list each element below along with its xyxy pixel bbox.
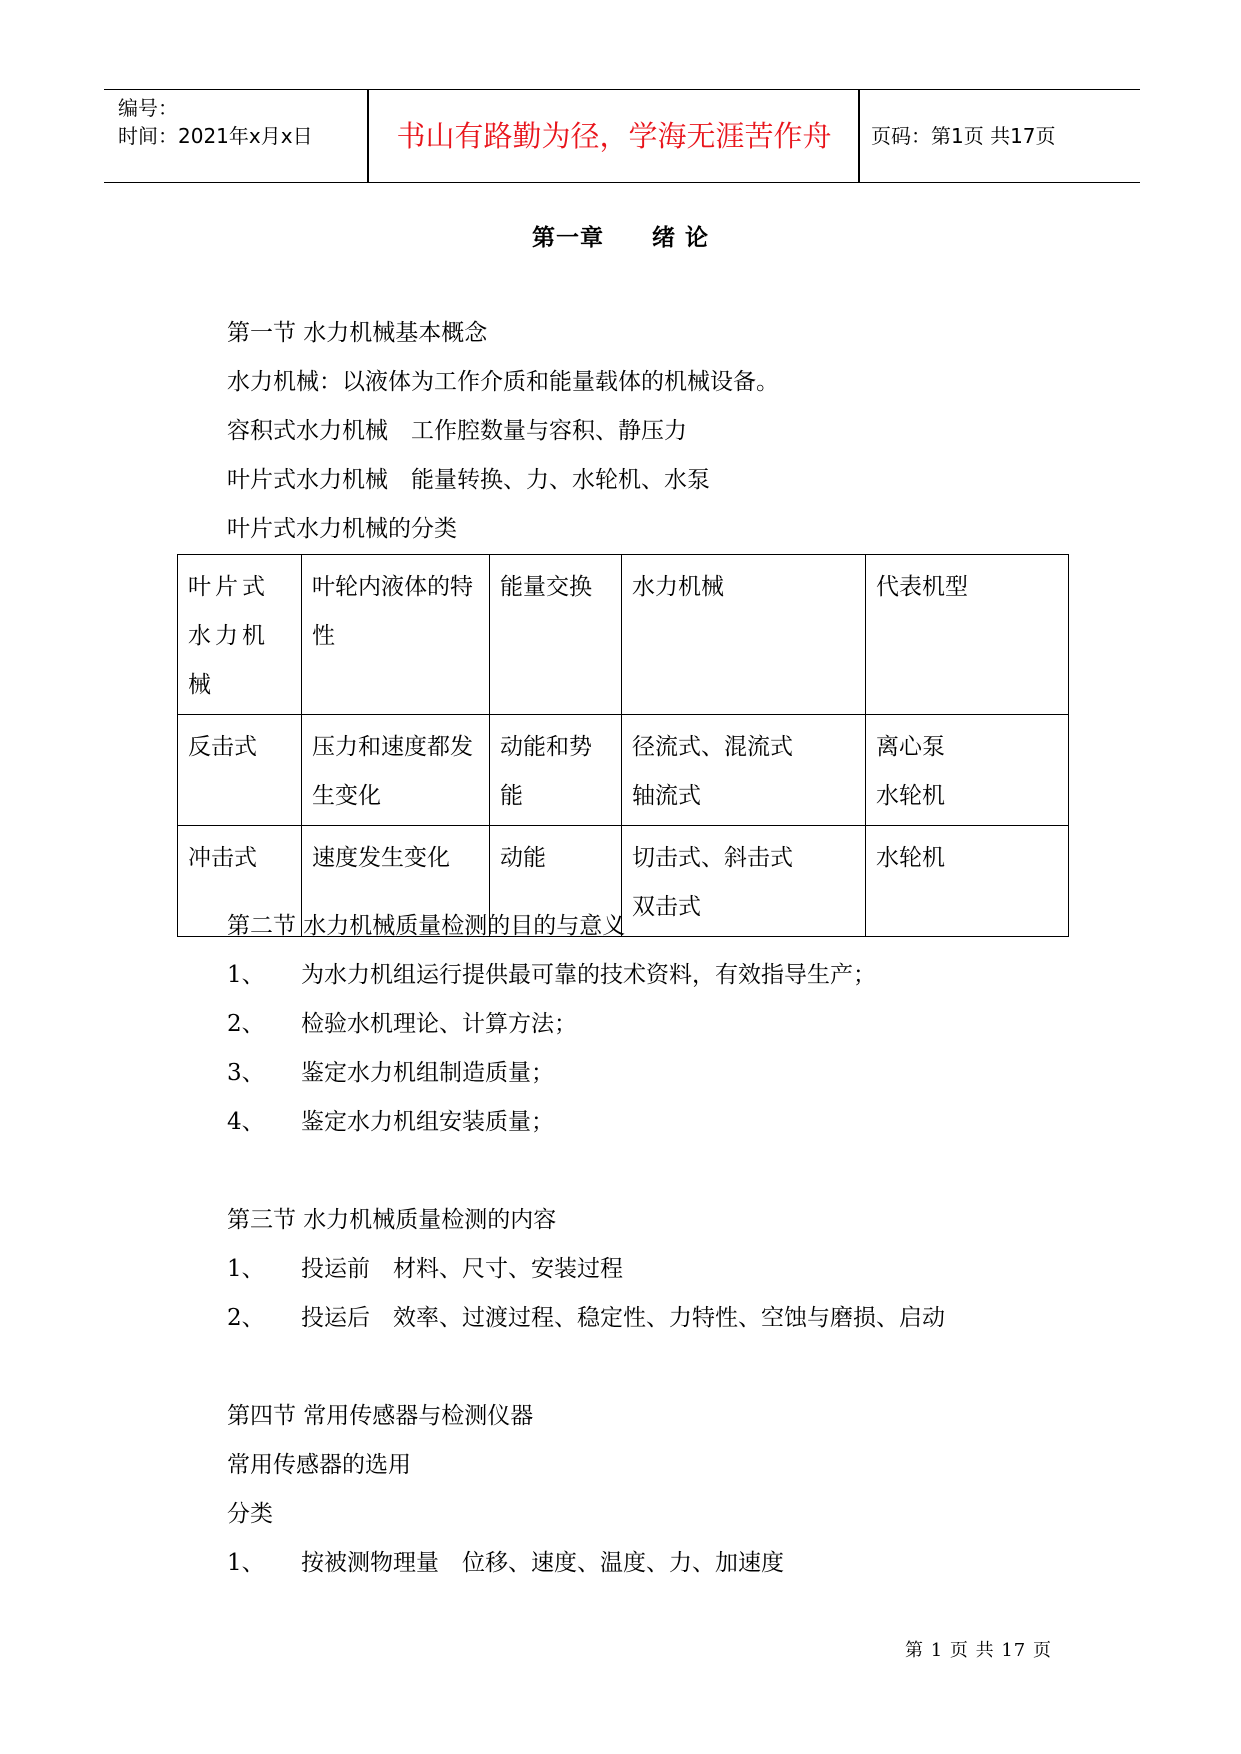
section-1-title: 第一节 水力机械基本概念 [227, 320, 488, 346]
list-item [227, 1303, 945, 1333]
table-cell: 压力和速度都发生变化 [302, 715, 490, 826]
header-divider [858, 90, 860, 182]
list-item-number: 1、 [227, 962, 265, 988]
table-header-cell: 叶轮内液体的特性 [302, 555, 490, 715]
header-meta [118, 94, 313, 150]
header-motto: 书山有路勤为径，学海无涯苦作舟 [396, 119, 832, 153]
classification-table [177, 554, 1069, 937]
table-cell: 径流式、混流式 轴流式 [622, 715, 866, 826]
list-item-text: 投运后 效率、过渡过程、稳定性、力特性、空蚀与磨损、启动 [301, 1305, 945, 1331]
list-item-text: 鉴定水力机组制造质量； [301, 1060, 554, 1086]
list-item-number: 1、 [227, 1256, 265, 1282]
list-item-number: 2、 [227, 1305, 265, 1331]
list-item-text: 投运前 材料、尺寸、安装过程 [301, 1256, 623, 1282]
list-item-text: 为水力机组运行提供最可靠的技术资料，有效指导生产； [301, 962, 876, 988]
page-footer: 第 1 页 共 17 页 [905, 1640, 1052, 1661]
paragraph: 叶片式水力机械的分类 [227, 516, 457, 542]
header-page-label: 页码：第1页 共17页 [871, 124, 1056, 148]
section-2-title: 第二节 水力机械质量检测的目的与意义 [227, 913, 626, 939]
list-item-number: 2、 [227, 1011, 265, 1037]
table-header-cell: 能量交换 [490, 555, 622, 715]
page-header [104, 89, 1140, 183]
table-cell: 水轮机 [866, 826, 1069, 937]
table-header-cell: 水力机械 [622, 555, 866, 715]
list-item-text: 鉴定水力机组安装质量； [301, 1109, 554, 1135]
paragraph: 分类 [227, 1501, 273, 1527]
table-cell: 切击式、斜击式 双击式 [622, 826, 866, 937]
paragraph: 叶片式水力机械 能量转换、力、水轮机、水泵 [227, 467, 710, 493]
paragraph: 水力机械：以液体为工作介质和能量载体的机械设备。 [227, 369, 779, 395]
list-item-number: 1、 [227, 1550, 265, 1576]
table-cell: 速度发生变化 [302, 826, 490, 937]
table-cell: 反击式 [178, 715, 302, 826]
list-item-text: 检验水机理论、计算方法； [301, 1011, 577, 1037]
list-item [227, 1548, 784, 1578]
chapter-title: 第一章 绪 论 [531, 224, 709, 251]
table-header-cell: 叶片式水力机械 [178, 555, 302, 715]
section-3-title: 第三节 水力机械质量检测的内容 [227, 1207, 557, 1233]
list-item [227, 1107, 554, 1137]
table-cell: 离心泵 水轮机 [866, 715, 1069, 826]
section-4-title: 第四节 常用传感器与检测仪器 [227, 1403, 534, 1429]
time-label: 时间：2021年x月x日 [118, 124, 313, 148]
table-header-cell: 代表机型 [866, 555, 1069, 715]
list-item-number: 3、 [227, 1060, 265, 1086]
list-item [227, 1058, 554, 1088]
table-cell: 动能 [490, 826, 622, 937]
paragraph: 常用传感器的选用 [227, 1452, 411, 1478]
serial-label: 编号： [118, 96, 178, 120]
table-cell: 动能和势能 [490, 715, 622, 826]
paragraph: 容积式水力机械 工作腔数量与容积、静压力 [227, 418, 687, 444]
list-item [227, 960, 876, 990]
list-item [227, 1009, 577, 1039]
table-cell: 冲击式 [178, 826, 302, 937]
list-item-number: 4、 [227, 1109, 265, 1135]
list-item-text: 按被测物理量 位移、速度、温度、力、加速度 [301, 1550, 784, 1576]
list-item [227, 1254, 623, 1284]
table-header-row [178, 555, 1069, 715]
table-row [178, 715, 1069, 826]
